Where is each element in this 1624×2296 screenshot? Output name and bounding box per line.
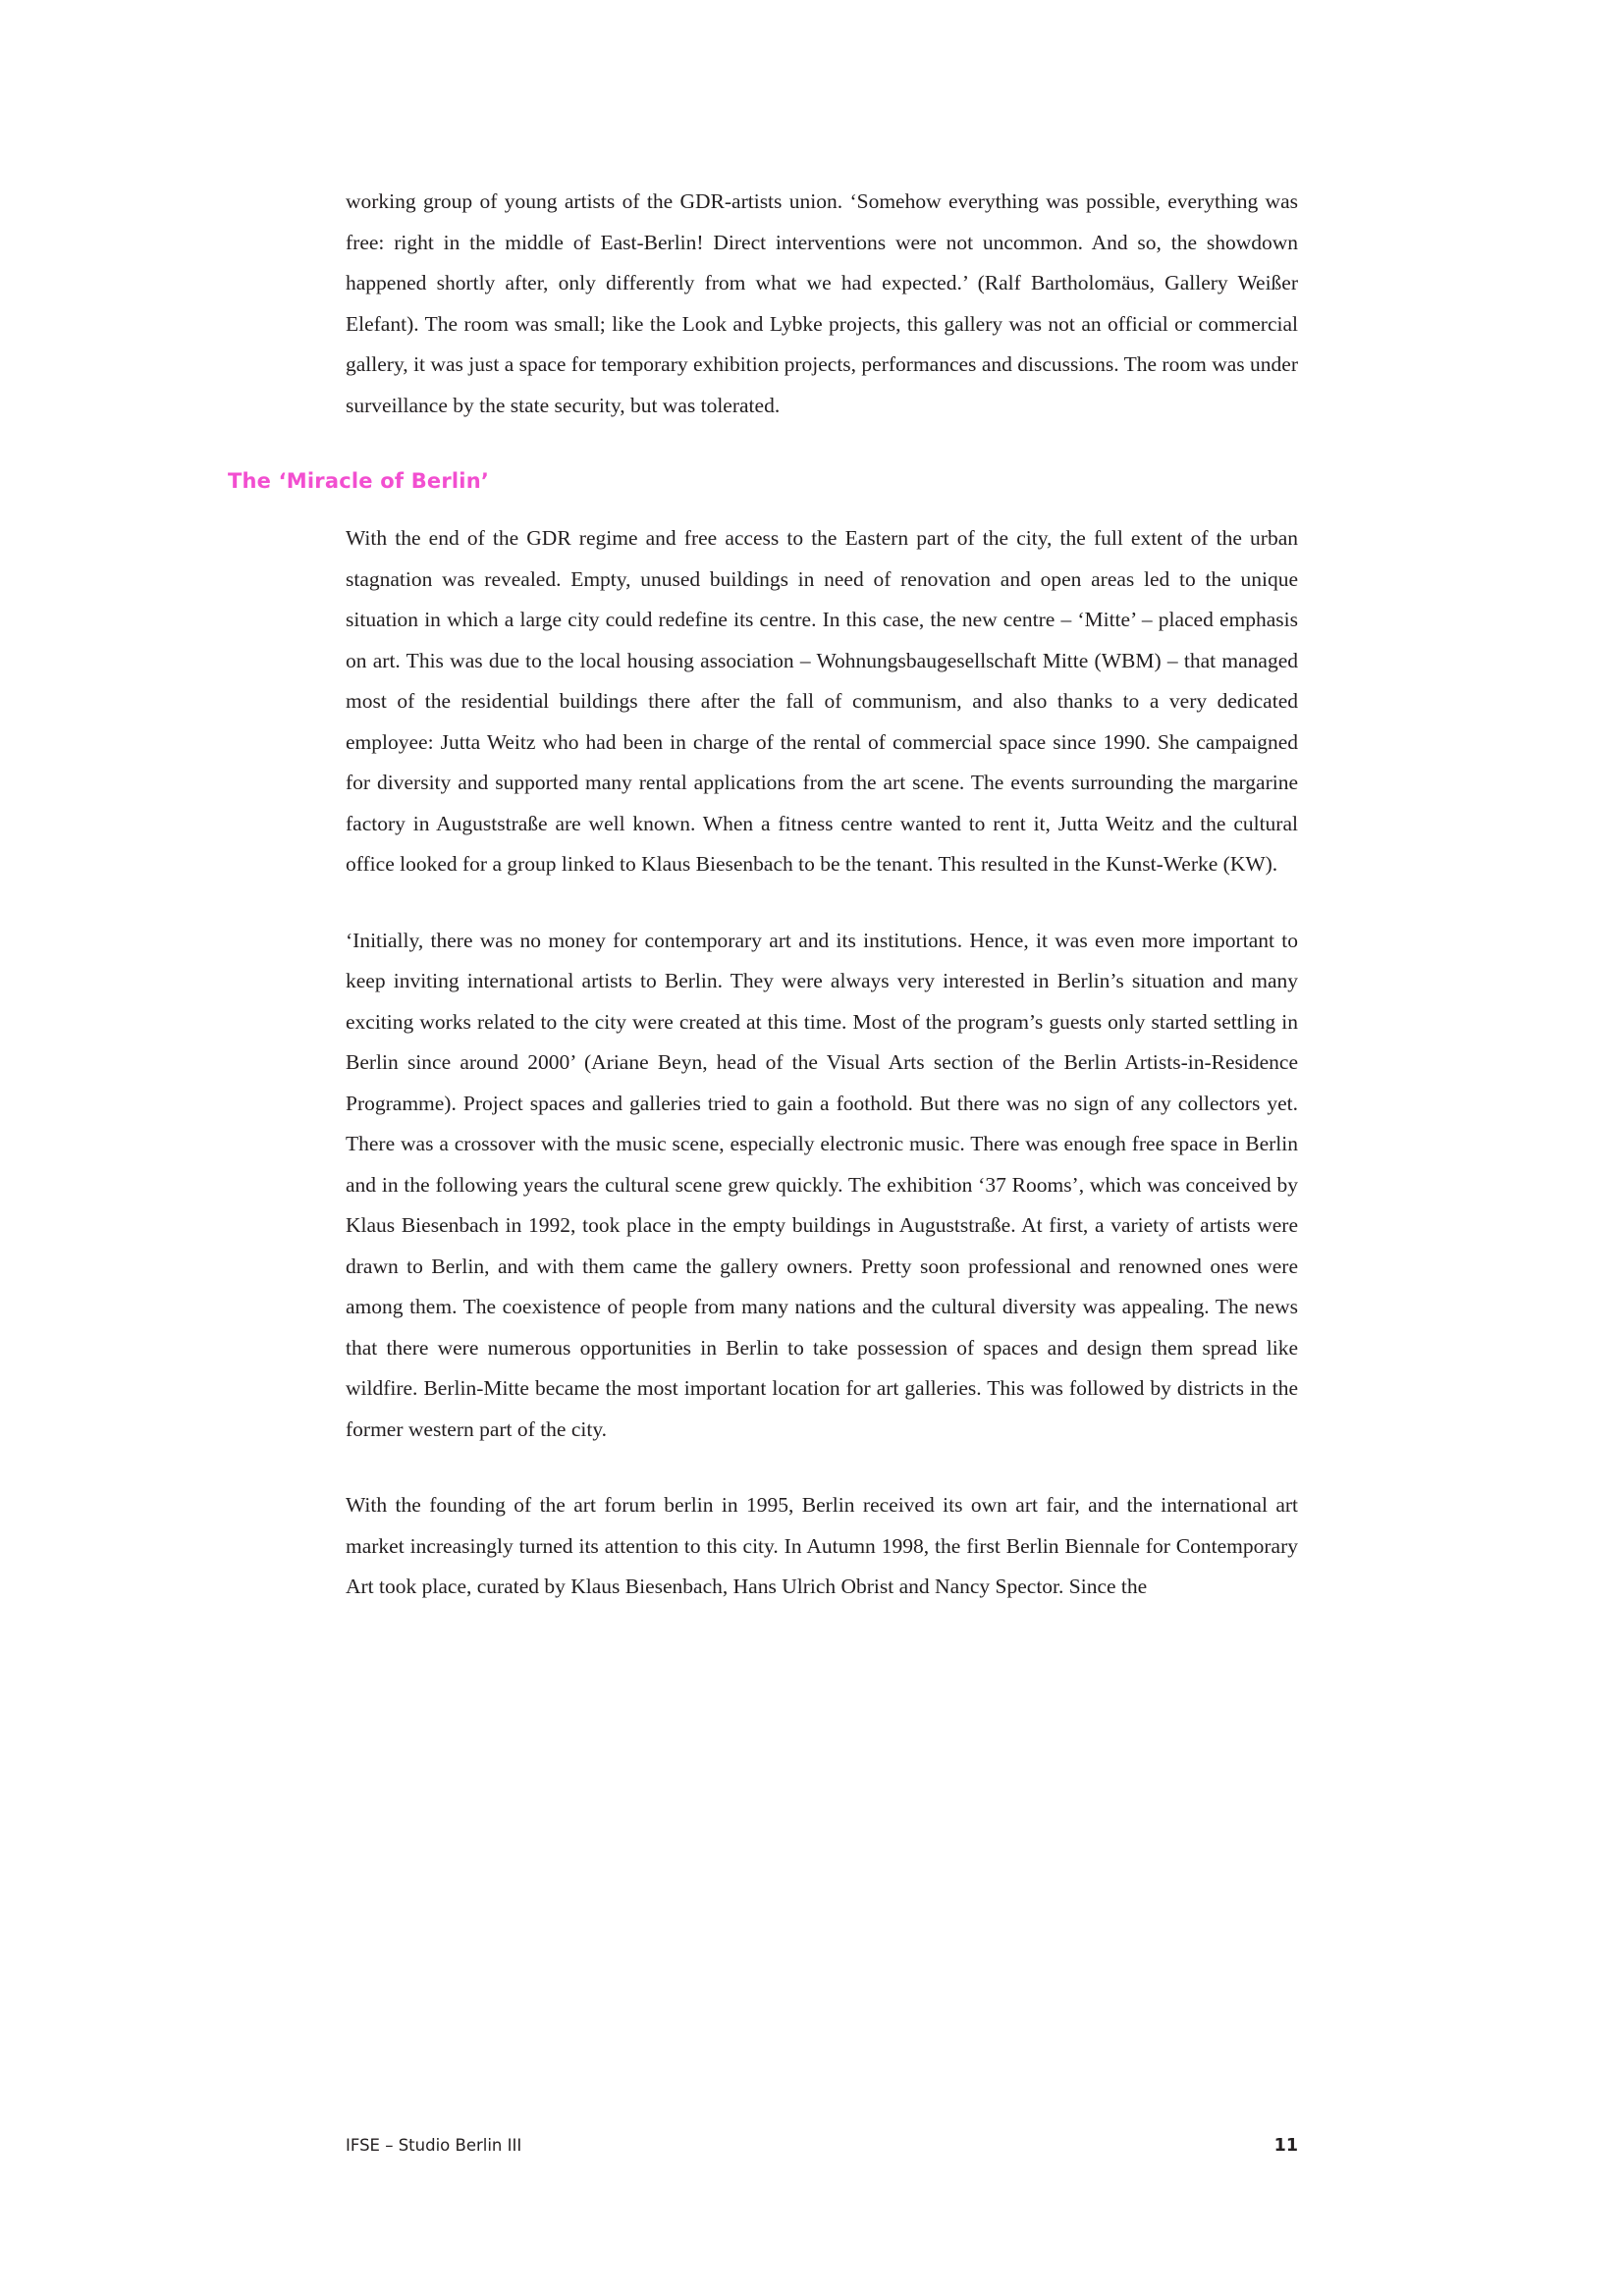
page-content: [228, 182, 1298, 1608]
page-number: 11: [1273, 2136, 1298, 2156]
section-heading: The ‘Miracle of Berlin’: [228, 469, 490, 493]
paragraph-art-forum-berlin: With the founding of the art forum berlin in 1995, Berlin received its own art fair, and the international art market increasingly turned its attention to this city. In Autumn 1998, the first Berlin Biennale for Contemporary Art took place, curated by Klaus Biesenbach, Hans Ulrich Obrist and Nancy Spector. Since the: [346, 1493, 1298, 1598]
paragraph-continuation: working group of young artists of the GDR-artists union. ‘Somehow everything was possible, everything was free: right in the middle of East-Berlin! Direct interventions were not uncommon. And so, the showdown happened shortly after, only differently from what we had expected.’ (Ralf Bartholomäus, Gallery Weißer Elefant). The room was small; like the Look and Lybke projects, this gallery was not an official or commercial gallery, it was just a space for temporary exhibition projects, performances and discussions. The room was under surveillance by the state security, but was tolerated.: [346, 189, 1298, 417]
page-footer: [346, 2136, 1298, 2156]
paragraph-quote-ariane-beyn: ‘Initially, there was no money for contemporary art and its institutions. Hence, it was even more important to keep inviting international artists to Berlin. They were always very interested in Berlin’s situation and many exciting works related to the city were created at this time. Most of the program’s guests only started settling in Berlin since around 2000’ (Ariane Beyn, head of the Visual Arts section of the Berlin Artists-in-Residence Programme). Project spaces and galleries tried to gain a foothold. But there was no sign of any collectors yet. There was a crossover with the music scene, especially electronic music. There was enough free space in Berlin and in the following years the cultural scene grew quickly. The exhibition ‘37 Rooms’, which was conceived by Klaus Biesenbach in 1992, took place in the empty buildings in Auguststraße. At first, a variety of artists were drawn to Berlin, and with them came the gallery owners. Pretty soon professional and renowned ones were among them. The coexistence of people from many nations and the cultural diversity was appealing. The news that there were numerous opportunities in Berlin to take possession of spaces and design them spread like wildfire. Berlin-Mitte became the most important location for art galleries. This was followed by districts in the former western part of the city.: [346, 928, 1298, 1441]
paragraph-miracle-of-berlin: With the end of the GDR regime and free access to the Eastern part of the city, the full extent of the urban stagnation was revealed. Empty, unused buildings in need of renovation and open areas led to the unique situation in which a large city could redefine its centre. In this case, the new centre – ‘Mitte’ – placed emphasis on art. This was due to the local housing association – Wohnungsbaugesellschaft Mitte (WBM) – that managed most of the residential buildings there after the fall of communism, and also thanks to a very dedicated employee: Jutta Weitz who had been in charge of the rental of commercial space since 1990. She campaigned for diversity and supported many rental applications from the art scene. The events surrounding the margarine factory in Auguststraße are well known. When a fitness centre wanted to rent it, Jutta Weitz and the cultural office looked for a group linked to Klaus Biesenbach to be the tenant. This resulted in the Kunst-Werke (KW).: [346, 526, 1298, 876]
footer-title: IFSE – Studio Berlin III: [346, 2136, 522, 2155]
